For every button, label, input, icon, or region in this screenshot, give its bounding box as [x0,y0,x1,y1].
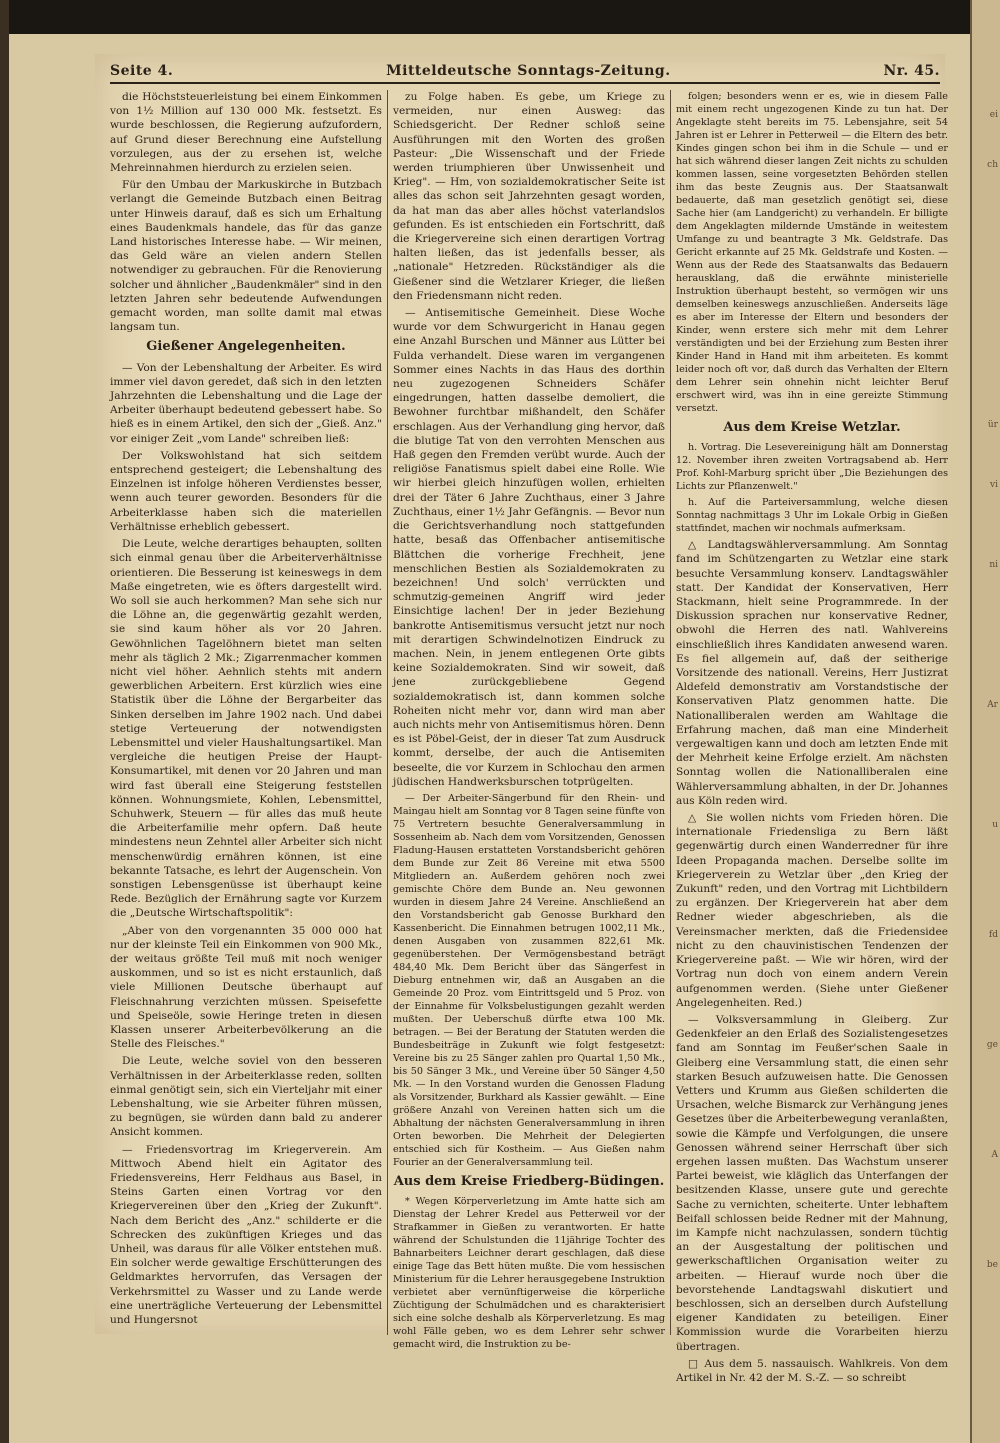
bleed-text: fd [988,930,998,940]
bleed-text: ei [989,110,998,120]
newspaper-title: Mitteldeutsche Sonntags-Zeitung. [386,63,671,79]
bleed-text: be [986,1260,998,1270]
section-heading: Gießener Angelegenheiten. [146,339,346,355]
paragraph: □ Aus dem 5. nassauisch. Wahlkreis. Von dem Artikel in Nr. 42 der M. S.-Z. — so schreibt [676,1357,948,1384]
paragraph: folgen; besonders wenn er es, wie in diesem Falle mit einem recht ungezogenen Kinde zu tun hat. Der Angeklagte steht bereits im 75. Lebensjahre, seit 54 Jahren ist er Lehrer in Petterweil — die Eltern des betr. Kindes gingen schon bei ihm in die Schule — und er hat sich während dieser langen Zeit nichts zu schulden kommen lassen, seine vorgesetzten Behörden stellen ihm das beste Zeugnis aus. Der Staatsanwalt bedauerte, daß man gesetzlich genötigt sei, diese Sache hier (am Landgericht) zu verhandeln. Er billigte dem Angeklagten mildernde Umstände in weitestem Umfange zu und beantragte 3 Mk. Geldstrafe. Das Gericht erkannte auf 25 Mk. Geldstrafe und Kosten. — Wenn aus der Rede des Staatsanwalts das Bedauern herausklang, daß die erwähnte ministerielle Instruktion überhaupt besteht, so vermögen wir uns demselben keineswegs anzuschließen. Anderseits läge es aber im Interesse der Eltern und besonders der Kinder, wenn erstere sich mehr mit dem Lehrer verständigten und bei der Erziehung zum Besten ihrer Kinder Hand in Hand mit ihm arbeiteten. Es kommt leider noch oft vor, daß durch das Verhalten der Eltern dem Lehrer sein ohnehin nicht leichter Beruf erschwert wird, was ihn in eine gereizte Stimmung versetzt. [676,91,948,414]
column-2 [393,90,665,1351]
bleed-text: ge [986,1040,998,1050]
paragraph: — Antisemitische Gemeinheit. Diese Woche wurde vor dem Schwurgericht in Hanau gegen eine Anzahl Burschen und Männer aus Lütter bei Fulda verhandelt. Diese waren im vergangenen Sommer eines Nachts in das Haus des dorthin neu zugezogenen Schneiders Schäfer eingedrungen, hatten dasselbe demoliert, die Bewohner furchtbar mißhandelt, den Schäfer erschlagen. Aus der Verhandlung ging hervor, daß die blutige Tat von den verrohten Menschen aus Haß gegen den Fremden verübt wurde. Auch der religiöse Fanatismus spielt dabei eine Rolle. Wie wir hierbei gleich hinzufügen wollen, erhielten drei der Täter 6 Jahre Zuchthaus, einer 3 Jahre Zuchthaus, einer 1½ Jahr Gefängnis. — Bevor nun die Gerichtsverhandlung noch stattgefunden hatte, besaß das Offenbacher antisemitische Blättchen die vorherige Frechheit, jene menschlichen Bestien als Sozialdemokraten zu bezeichnen! Und solch' verrückten und schmutzig-gemeinen Angriff wird jeder Einsichtige lachen! Der in jeder Beziehung bankrotte Antisemitismus versucht jetzt nur noch mit derartigen Schwindelnotizen Eindruck zu machen. Nein, in jenem entlegenen Orte gibts keine Sozialdemokraten. Sind wir soweit, daß jene zurückgebliebene Gegend sozialdemokratisch ist, dann kommen solche Roheiten nicht mehr vor, dann wird man aber auch nichts mehr von Antisemitismus hören. Denn es ist Pöbel-Geist, der in dieser Tat zum Ausdruck kommt, derselbe, der auch die Antisemiten beseelte, die vor Kurzem in Schlochau den armen jüdischen Handwerksburschen totprügelten. [393,307,665,788]
paragraph: die Höchststeuerleistung bei einem Einkommen von 1½ Million auf 130 000 Mk. festsetzt. Es wurde beschlossen, die Regierung aufzufordern, auf Grund dieser Berechnung eine Aufstellung vorzulegen, aus der zu ersehen ist, welche Mehreinnahmen hierdurch zu erzielen seien. [110,91,382,175]
column-divider [670,90,671,1335]
paragraph: Die Leute, welche soviel von den besseren Verhältnissen in der Arbeiterklasse reden, sollten einmal genötigt sein, sich ein Vierteljahr mit einer Lebenshaltung, wie sie Arbeiter führen müssen, zu begnügen, sie würden dann bald zu anderer Ansicht kommen. [110,1055,382,1139]
bleed-text: ni [989,560,998,570]
bleed-text: ch [987,160,998,170]
paragraph: * Wegen Körperverletzung im Amte hatte sich am Dienstag der Lehrer Kredel aus Petterweil vor der Strafkammer in Gießen zu verantworten. Er hatte während der Schulstunden die 11jährige Tochter des Bahnarbeiters Leichner derart geschlagen, daß diese einige Tage das Bett hüten mußte. Die vom hessischen Ministerium für die Lehrer herausgegebene Instruktion verbietet aber vernünftigerweise die körperliche Züchtigung der Schulmädchen und es charakterisiert sich eine solche deshalb als Körperverletzung. Es mag wohl Fälle geben, wo es dem Lehrer sehr schwer gemacht wird, die Instruktion zu be- [393,1196,665,1351]
paragraph: Für den Umbau der Markuskirche in Butzbach verlangt die Gemeinde Butzbach einen Beitrag unter Hinweis darauf, daß es sich um Erhaltung eines Baudenkmals handele, das für das ganze Land historisches Interesse habe. — Wir meinen, das Geld wäre an vielen andern Stellen notwendiger zu gebrauchen. Für die Renovierung solcher und ähnlicher „Baudenkmäler" sind in den letzten Jahren sehr bedeutende Aufwendungen gemacht worden, man sollte damit mal etwas langsam tun. [110,179,382,334]
bleed-text: vi [990,480,998,490]
bleed-text: Ar [987,700,998,710]
paragraph: h. Auf die Parteiversammlung, welche diesen Sonntag nachmittags 3 Uhr im Lokale Orbig in Gießen stattfindet, machen wir nochmals aufmerksam. [676,497,948,535]
quote-paragraph: „Aber von den vorgenannten 35 000 000 hat nur der kleinste Teil ein Einkommen von 900 Mk., der weitaus größte Teil muß mit noch weniger auskommen, und so ist es nicht erstaunlich, daß viele Millionen Deutsche überhaupt auf Fleischnahrung verzichten müssen. Speisefette und Speiseöle, sowie Heringe treten in diesen Klassen unserer Arbeiterbevölkerung an die Stelle des Fleisches." [110,924,382,1051]
adjacent-page-edge [970,0,1000,1443]
paragraph: △ Sie wollen nichts vom Frieden hören. Die internationale Friedensliga zu Bern läßt gegenwärtig durch einen Wanderredner für ihre Ideen Propaganda machen. Derselbe sollte im Kriegerverein zu Wetzlar über „den Krieg der Zukunft" reden, und den Vortrag mit Lichtbildern zu ergänzen. Der Kriegerverein hat aber dem Redner wieder abgeschrieben, als die Vereinsmacher merkten, daß die Friedensidee nicht zu den chauvinistischen Tendenzen der Kriegervereine paßt. — Wie wir hören, wird der Vortrag nun doch von einem andern Verein aufgenommen werden. (Siehe unter Gießener Angelegenheiten. Red.) [676,812,948,1009]
column-divider [387,90,388,1335]
quote-paragraph: Der Volkswohlstand hat sich seitdem entsprechend gesteigert; die Lebenshaltung des Einzelnen ist infolge höheren Verdienstes besser, wenn auch teurer geworden. Besonders für die Arbeiterklasse haben sich die materiellen Verhältnisse erheblich gebessert. [110,449,382,533]
bleed-text: ür [987,420,998,430]
paragraph: — Volksversammlung in Gleiberg. Zur Gedenkfeier an den Erlaß des Sozialistengesetzes fand am Sonntag im Feußer'schen Saale in Gleiberg eine Versammlung statt, die einen sehr starken Besuch aufzuweisen hatte. Die Genossen Vetters und Krumm aus Gießen schilderten die Ursachen, welche Bismarck zur Verhängung jenes Gesetzes über die Arbeiterbewegung veranlaßten, sowie die Kämpfe und Verfolgungen, die unsere Genossen während seiner Herrschaft über sich ergehen lassen mußten. Das Wachstum unserer Partei beweist, wie kläglich das Unterfangen der besitzenden Klasse, unsere gute und gerechte Sache zu vernichten, scheiterte. Unter lebhaftem Beifall schlossen beide Redner mit der Mahnung, im Kampfe nicht nachzulassen, sondern tüchtig an der Ausgestaltung der politischen und gewerkschaftlichen Organisation weiter zu arbeiten. — Hierauf wurde noch über die bevorstehende Landtagswahl diskutiert und beschlossen, sich an derselben durch Aufstellung eigener Kandidaten zu beteiligen. Einer Kommission wurde die Vorarbeiten hierzu übertragen. [676,1013,948,1353]
page-header [110,60,940,84]
paragraph: zu Folge haben. Es gebe, um Kriege zu vermeiden, nur einen Ausweg: das Schiedsgericht. Der Redner schloß seine Ausführungen mit den Worten des großen Pasteur: „Die Wissenschaft und der Friede werden triumphieren über Unwissenheit und Krieg". — Hm, von sozialdemokratischer Seite ist alles das schon seit Jahrzehnten gesagt worden, da hat man das aber alles höchst vaterlandslos gefunden. Es ist entschieden ein Fortschritt, daß die Kriegervereine sich einen derartigen Vortrag halten ließen, das ist jedenfalls besser, als „nationale" Hetzreden. Rückständiger als die Gießener sind die Wetzlarer Krieger, die ließen den Friedensmann nicht reden. [393,91,665,302]
page-number: Seite 4. [110,63,174,79]
issue-number: Nr. 45. [883,63,940,79]
paragraph: — Der Arbeiter-Sängerbund für den Rhein- und Maingau hielt am Sonntag vor 8 Tagen seine fünfte von 75 Vertretern besuchte Generalversammlung in Sossenheim ab. Nach dem vom Vorsitzenden, Genossen Fladung-Hausen erstatteten Vorstandsbericht gehören dem Bunde zur Zeit 86 Vereine mit etwa 5500 Mitgliedern an. Außerdem gehören noch zwei gemischte Chöre dem Bunde an. Neu gewonnen wurden in diesem Jahre 24 Vereine. Anschließend an den Vorstandsbericht gab Genosse Burkhard den Kassenbericht. Die Einnahmen betrugen 1002,11 Mk., denen Ausgaben von zusammen 822,61 Mk. gegenüberstehen. Der Vermögensbestand beträgt 484,40 Mk. Dem Bericht über das Sängerfest in Dieburg entnehmen wir, daß an Ausgaben an die Gemeinde 20 Proz. vom Eintrittsgeld und 5 Proz. von der Einnahme für Volksbelustigungen gezahlt werden mußten. Der Ueberschuß dürfte etwa 100 Mk. betragen. — Bei der Beratung der Statuten werden die Bundesbeiträge in Zukunft wie folgt festgesetzt: Vereine bis zu 25 Sänger zahlen pro Quartal 1,50 Mk., bis 50 Sänger 3 Mk., und Vereine über 50 Sänger 4,50 Mk. — In den Vorstand wurden die Genossen Fladung als Vorsitzender, Burkhard als Kassier gewählt. — Eine größere Anzahl von Vereinen hatten sich um die Abhaltung der nächsten Generalversammlung in ihren Orten beworben. Die Mehrheit der Delegierten entschied sich für Kostheim. — Aus Gießen nahm Fourier an der Generalversammlung teil. [393,792,665,1168]
bleed-text: u [992,820,998,830]
paragraph: △ Landtagswählerversammlung. Am Sonntag fand im Schützengarten zu Wetzlar eine stark besuchte Versammlung konserv. Landtagswähler statt. Der Kandidat der Konservativen, Herr Stackmann, hielt seine Programmrede. In der Diskussion sprachen nur konservative Redner, obwohl die Herren des natl. Wahlvereins einschließlich ihres Kandidaten anwesend waren. Es fiel allgemein auf, daß der seitherige Vorsitzende des nationall. Vereins, Herr Justizrat Aldefeld demonstrativ am Vorstandstische der Konservativen Platz genommen hatte. Die Nationalliberalen werden am Wahltage die Erfahrung machen, daß man eine Minderheit vergewaltigen kann und doch am letzten Ende mit der Mehrheit keine Erfolge erzielt. Am nächsten Sonntag wollen die Nationalliberalen eine Wählerversammlung abhalten, in der Dr. Johannes aus Köln reden wird. [676,539,948,807]
column-1 [110,90,382,1340]
paragraph: h. Vortrag. Die Lesevereinigung hält am Donnerstag 12. November ihren zweiten Vortragsabend ab. Herr Prof. Kohl-Marburg spricht über „Die Beziehungen des Lichts zur Pflanzenwelt." [676,442,948,493]
section-heading: Aus dem Kreise Wetzlar. [723,420,901,435]
paragraph: — Friedensvortrag im Kriegerverein. Am Mittwoch Abend hielt ein Agitator des Friedensvereins, Herr Feldhaus aus Basel, in Steins Garten einen Vortrag vor den Kriegervereinen über den „Krieg der Zukunft". Nach dem Bericht des „Anz." schilderte er die Schrecken des zukünftigen Krieges und das Unheil, was daraus für alle Völker entstehen muß. Ein solcher werde gewaltige Erschütterungen des Geldmarktes hervorrufen, das Versagen der Verkehrsmittel zu Wasser und zu Lande werde eine unerträgliche Verteuerung der Lebensmittel und Hungersnot [110,1143,382,1327]
section-heading: Aus dem Kreise Friedberg-Büdingen. [393,1173,665,1189]
scanner-left-edge [0,0,9,1443]
column-3 [676,90,948,1384]
bleed-text: A [991,1150,998,1160]
scanner-top-edge [0,0,1000,34]
paragraph: Die Leute, welche derartiges behaupten, sollten sich einmal genau über die Arbeiterverhältnisse orientieren. Die Besserung ist keineswegs in dem Maße eingetreten, wie es öfters dargestellt wird. Wo soll sie auch herkommen? Man sehe sich nur die Löhne an, die gegenwärtig gezahlt werden, sie sind kaum höher als vor 20 Jahren. Gewöhnlichen Tagelöhnern bietet man selten mehr als täglich 2 Mk.; Zigarrenmacher kommen nicht viel höher. Aehnlich stehts mit andern gewerblichen Arbeitern. Erst kürzlich wies eine Statistik über die Löhne der Bergarbeiter das Sinken derselben im Jahre 1902 nach. Und dabei stetige Verteuerung der notwendigsten Lebensmittel und vieler Haushaltungsartikel. Man vergleiche die heutigen Preise der Haupt-Konsumartikel, mit denen vor 20 Jahren und man wird fast überall eine Steigerung feststellen können. Wohnungsmiete, Kohlen, Lebensmittel, Schuhwerk, Steuern — für alles das muß heute die Arbeiterfamilie mehr opfern. Daß heute mindestens neun Zehntel aller Arbeiter sich nicht menschenwürdig ernähren können, ist eine bekannte Tatsache, es lehrt der Augenschein. Von sonstigen Lebensgenüsse ist überhaupt keine Rede. Bezüglich der Ernährung sagte vor Kurzem die „Deutsche Wirtschaftspolitik": [110,538,382,920]
paragraph: — Von der Lebenshaltung der Arbeiter. Es wird immer viel davon geredet, daß sich in den letzten Jahrzehnten die Lebenshaltung und die Lage der Arbeiter überhaupt bedeutend gebessert habe. So hieß es in einem Artikel, den sich der „Gieß. Anz." vor einiger Zeit „vom Lande" schreiben ließ: [110,361,382,445]
